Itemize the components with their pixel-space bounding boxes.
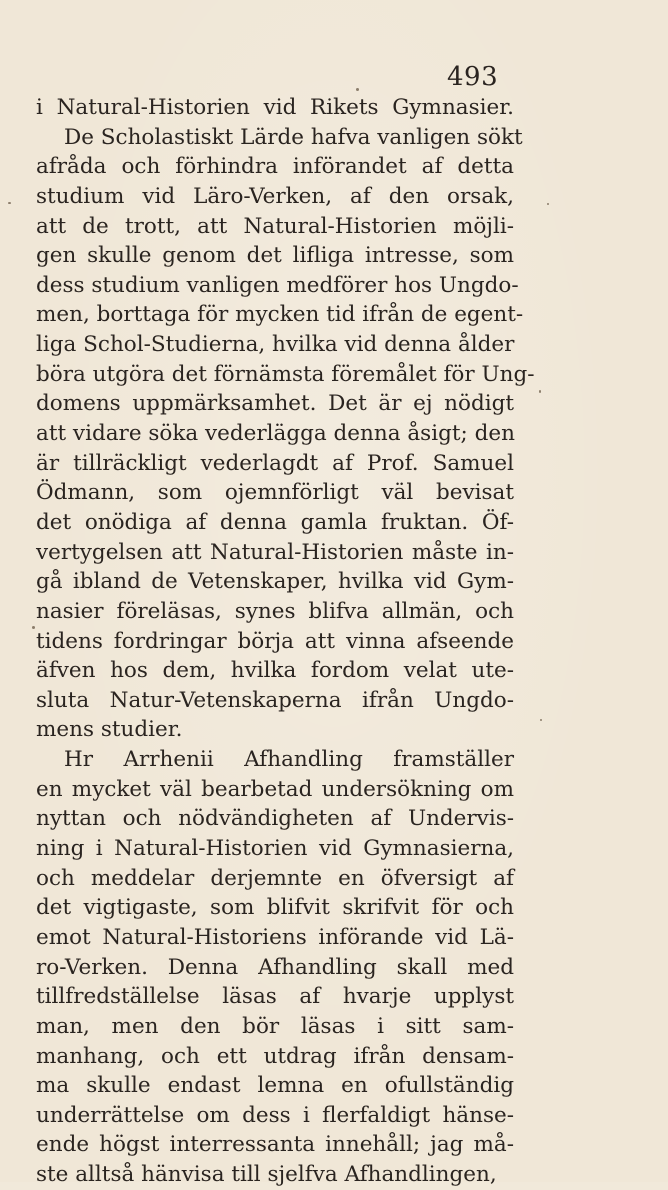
- text-line: tidens fordringar börja att vinna afseende: [36, 628, 514, 654]
- body-text: [36, 93, 535, 1190]
- text-line: det onödiga af denna gamla fruktan. Öf-: [36, 509, 514, 535]
- text-line: ende högst interressanta innehåll; jag må-: [36, 1132, 514, 1158]
- text-line: nyttan och nödvändigheten af Undervis-: [36, 806, 514, 832]
- text-line: Ödmann, som ojemnförligt väl bevisat: [36, 480, 514, 506]
- text-line: mens studier.: [36, 717, 183, 743]
- text-line: är tillräckligt vederlagdt af Prof. Samuel: [36, 450, 514, 476]
- text-line: ro-Verken. Denna Afhandling skall med: [36, 954, 514, 980]
- text-line: ma skulle endast lemna en ofullständig: [36, 1073, 514, 1099]
- paper-speck: [540, 719, 542, 721]
- text-line: gå ibland de Vetenskaper, hvilka vid Gym-: [36, 569, 514, 595]
- text-line: liga Schol-Studierna, hvilka vid denna ålder: [36, 332, 515, 358]
- page-number: 493: [447, 62, 499, 92]
- text-line: man, men den bör läsas i sitt sam-: [36, 1013, 514, 1039]
- text-line: men, borttaga för mycken tid ifrån de egent-: [36, 302, 524, 328]
- text-line: en mycket väl bearbetad undersökning om: [36, 776, 514, 802]
- paper-speck: [539, 390, 541, 393]
- text-line: dess studium vanligen medförer hos Ungdo-: [36, 272, 519, 298]
- text-line: afråda och förhindra införandet af detta: [36, 154, 514, 180]
- text-line: ste alltså hänvisa till sjelfva Afhandlingen,: [36, 1162, 497, 1188]
- paper-speck: [32, 626, 35, 629]
- text-line: Hr Arrhenii Afhandling framställer: [64, 747, 514, 773]
- paper-speck: [8, 202, 11, 204]
- paper-speck: [547, 203, 549, 205]
- text-line: ning i Natural-Historien vid Gymnasierna,: [36, 836, 514, 862]
- text-line: vertygelsen att Natural-Historien måste in-: [36, 539, 514, 565]
- text-line: sluta Natur-Vetenskaperna ifrån Ungdo-: [36, 687, 514, 713]
- text-line: att vidare söka vederlägga denna åsigt; den: [36, 421, 515, 447]
- text-line: böra utgöra det förnämsta föremålet för Ung-: [36, 361, 535, 387]
- text-line: och meddelar derjemnte en öfversigt af: [36, 865, 514, 891]
- text-line: De Scholastiskt Lärde hafva vanligen sökt: [64, 124, 523, 150]
- text-line: i Natural-Historien vid Rikets Gymnasier.: [36, 95, 514, 120]
- text-line: studium vid Läro-Verken, af den orsak,: [36, 183, 514, 209]
- paper-speck: [356, 88, 359, 91]
- text-line: tillfredställelse läsas af hvarje upplyst: [36, 984, 514, 1010]
- text-line: manhang, och ett utdrag ifrån densam-: [36, 1043, 514, 1069]
- text-line: det vigtigaste, som blifvit skrifvit för och: [36, 895, 514, 921]
- text-line: underrättelse om dess i flerfaldigt hänse-: [36, 1102, 514, 1128]
- text-line: äfven hos dem, hvilka fordom velat ute-: [36, 658, 514, 684]
- text-line: emot Natural-Historiens införande vid Lä-: [36, 924, 514, 950]
- text-line: domens uppmärksamhet. Det är ej nödigt: [36, 391, 514, 417]
- text-line: gen skulle genom det lifliga intresse, som: [36, 243, 514, 269]
- text-line: nasier föreläsas, synes blifva allmän, och: [36, 598, 514, 624]
- text-line: att de trott, att Natural-Historien möjli-: [36, 213, 514, 239]
